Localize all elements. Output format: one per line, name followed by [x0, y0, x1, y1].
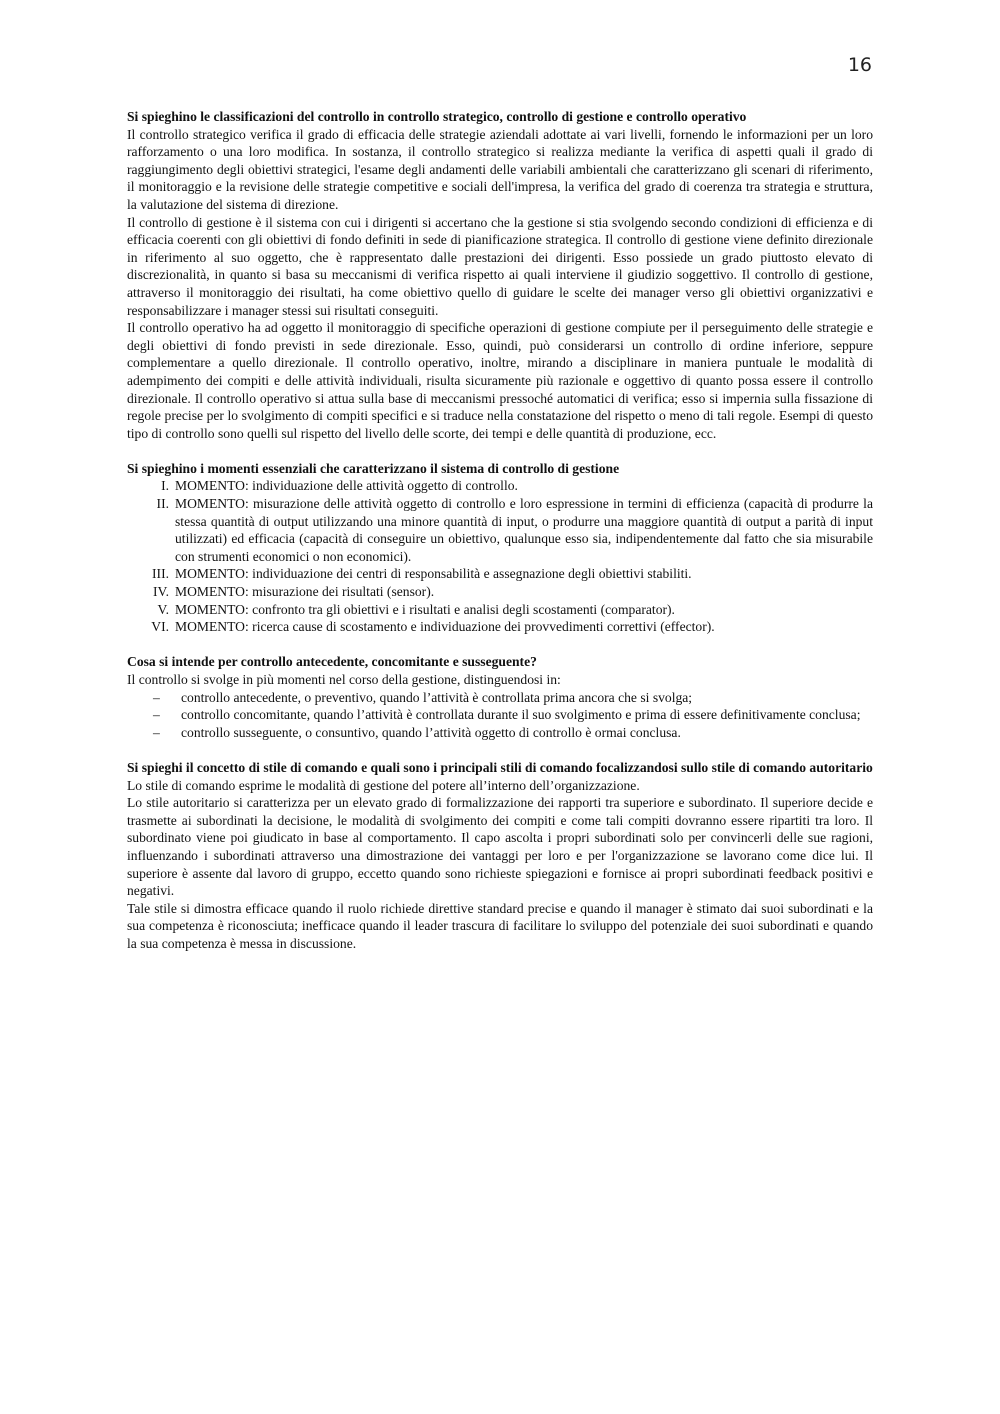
section-heading: Si spieghino i momenti essenziali che caratterizzano il sistema di controllo di gestione: [127, 460, 620, 476]
list-marker: II.: [156, 496, 169, 512]
list-item-text: MOMENTO: confronto tra gli obiettivi e i risultati e analisi degli scostamenti (comparator).: [175, 601, 675, 617]
list-item-text: MOMENTO: individuazione dei centri di responsabilità e assegnazione degli obiettivi stabiliti.: [175, 566, 692, 582]
list-item-text: controllo antecedente, o preventivo, quando l’attività è controllata prima ancora che si svolga;: [181, 689, 693, 705]
section-command-style: [127, 759, 873, 953]
list-marker: V.: [157, 601, 169, 617]
list-item: [127, 565, 873, 583]
list-item-text: controllo susseguente, o consuntivo, quando l’attività oggetto di controllo è ormai conclusa.: [181, 724, 681, 740]
list-marker: IV.: [153, 584, 169, 600]
paragraph: Il controllo operativo ha ad oggetto il monitoraggio di specifiche operazioni di gestione compiute per il perseguimento delle strategie e degli obiettivi di fondo previsti in sede direzionale. Esso, quindi, può considerarsi un controllo di ordine inferiore, seppure complementare a quello direzionale. Il controllo operativo, inoltre, mirando a disciplinare in maniera puntuale le modalità di adempimento dei compiti e delle attività individuali, risulta sicuramente più razionale e oggettivo di quanto possa essere il controllo direzionale. Il controllo operativo si attua sulla base di meccanismi pressoché automatici di verifica; esso si impernia sulla fissazione di regole precise per lo svolgimento di compiti specifici e si traduce nella constatazione del rispetto o meno di tali regole. Esempi di questo tipo di controllo sono quelli sul rispetto del livello delle scorte, dei tempi e delle quantità di produzione, ecc.: [127, 320, 873, 441]
section-heading: Si spieghino le classificazioni del controllo in controllo strategico, controllo di gestione e controllo operativo: [127, 109, 747, 124]
page-number: 16: [847, 54, 872, 76]
paragraph: Tale stile si dimostra efficace quando il ruolo richiede direttive standard precise e quando il manager è stimato dai suoi subordinati e la sua competenza è riconosciuta; inefficace quando il leader trascura di facilitare lo sviluppo del potenziale dei suoi subordinati e quando la sua competenza è messa in discussione.: [127, 900, 873, 951]
list-marker: –: [153, 689, 160, 705]
list-item-text: MOMENTO: misurazione dei risultati (sensor).: [175, 584, 435, 600]
list-marker: –: [153, 724, 160, 740]
paragraph: Il controllo si svolge in più momenti nel corso della gestione, distinguendosi in:: [127, 672, 561, 687]
list-item: [127, 706, 873, 724]
section-heading: Cosa si intende per controllo antecedente, concomitante e susseguente?: [127, 654, 537, 670]
list-marker: III.: [152, 566, 169, 582]
paragraph: Il controllo di gestione è il sistema con cui i dirigenti si accertano che la gestione si stia svolgendo secondo condizioni di efficienza e di efficacia coerenti con gli obiettivi di fondo definiti in sede di pianificazione strategica. Il controllo di gestione viene definito direzionale in riferimento al suo oggetto, che è rappresentato dalle prestazioni dei dirigenti. Esso possiede un grado piuttosto elevato di discrezionalità, in quanto si basa su meccanismi di verifica rispetto ai quali interviene il giudizio soggettivo. Il controllo di gestione, attraverso il monitoraggio dei risultati, ha come obiettivo quello di guidare le scelte dei manager verso gli obiettivi organizzativi e responsabilizzare i manager stessi sui risultati conseguiti.: [127, 214, 873, 318]
section-control-moments: [127, 460, 873, 636]
list-marker: I.: [161, 478, 169, 494]
section-heading: Si spieghi il concetto di stile di comando e quali sono i principali stili di comando focalizzandosi sullo stile di comando autoritario: [127, 759, 873, 775]
timing-list: [127, 689, 873, 742]
list-marker: VI.: [151, 619, 169, 635]
list-item-text: MOMENTO: misurazione delle attività oggetto di controllo e loro espressione in termini di efficienza (capacità di produrre la stessa quantità di output utilizzando una minore quantità di input, o produrre una maggiore quantità di output a parità di input utilizzati) ed efficacia (capacità di conseguire un obiettivo, qualunque esso sia, indipendentemente dal fatto che sia misurabile con strumenti economici o non economici).: [175, 496, 873, 564]
moments-list: [127, 477, 873, 635]
section-control-timing: [127, 653, 873, 741]
list-item: [127, 618, 873, 636]
list-item: [127, 689, 873, 707]
paragraph: Lo stile autoritario si caratterizza per un elevato grado di formalizzazione dei rapporti tra superiore e subordinato. Il superiore decide e trasmette ai subordinati la decisione, le modalità di svolgimento dei compiti e come tali compiti dovranno essere ripartiti tra loro. Il subordinato viene poi giudicato in base al comportamento. Il capo ascolta i propri subordinati solo per convincerli delle sue ragioni, influenzando i subordinati attraverso una dimostrazione dei vantaggi per loro e per l'organizzazione se lavorano come dice lui. Il superiore è assente dal lavoro di gruppo, eccetto quando sono richieste spiegazioni e fornisce ai propri subordinati feedback positivi e negativi.: [127, 795, 873, 899]
list-item: [127, 583, 873, 601]
paragraph: Il controllo strategico verifica il grado di efficacia delle strategie aziendali adottate ai vari livelli, fornendo le informazioni per un loro rafforzamento o una loro modifica. In sostanza, il controllo strategico si realizza mediante la verifica di aspetti quali il grado di raggiungimento degli obiettivi strategici, l'esame degli andamenti delle variabili ambientali che caratterizzano gli scenari di riferimento, il monitoraggio e la revisione delle strategie competitive e sociali dell'impresa, la verifica del grado di coerenza tra strategia e struttura, la valutazione del sistema di direzione.: [127, 126, 873, 212]
list-item-text: controllo concomitante, quando l’attività è controllata durante il suo svolgimento e prima di essere definitivamente conclusa;: [181, 707, 861, 723]
list-item-text: MOMENTO: individuazione delle attività oggetto di controllo.: [175, 478, 518, 494]
list-marker: –: [153, 707, 160, 723]
list-item: [127, 477, 873, 495]
list-item: [127, 724, 873, 742]
document-body: [127, 108, 873, 953]
list-item: [127, 495, 873, 565]
list-item-text: MOMENTO: ricerca cause di scostamento e individuazione dei provvedimenti correttivi (effector).: [175, 619, 715, 635]
paragraph: Lo stile di comando esprime le modalità di gestione del potere all’interno dell’organizzazione.: [127, 777, 640, 793]
section-control-classification: [127, 108, 873, 442]
list-item: [127, 601, 873, 619]
